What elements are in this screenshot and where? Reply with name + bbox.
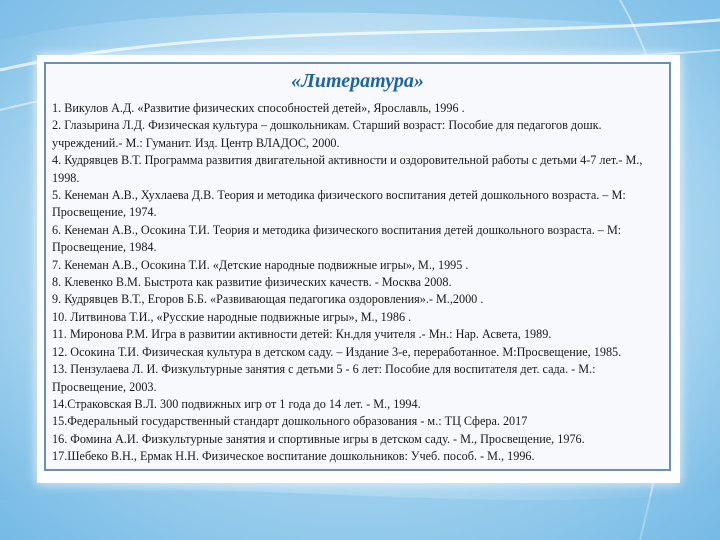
list-item: 16. Фомина А.И. Физкультурные занятия и спортивные игры в детском саду. - М., Просвещение, 1976. bbox=[52, 431, 585, 446]
list-item: 13. Пензулаева Л. И. Физкультурные занятия с детьми 5 - 6 лет: Пособие для воспитателя дет. сада. - М.: Просвещение, 2003. bbox=[52, 362, 596, 394]
references-panel bbox=[44, 62, 671, 471]
list-item: 5. Кенеман А.В., Хухлаева Д.В. Теория и методика физического воспитания детей дошкольного возраста. – М: Просвещение, 1974. bbox=[52, 188, 626, 220]
list-item: 2. Глазырина Л.Д. Физическая культура – дошкольникам. Старший возраст: Пособие для педагогов дошк. учреждений.- М.: Гуманит. Изд. Центр ВЛАДОС, 2000. bbox=[52, 118, 602, 150]
list-item: 15.Федеральный государственный стандарт дошкольного образования - м.: ТЦ Сфера. 2017 bbox=[52, 414, 528, 429]
list-item: 14.Страковская В.Л. 300 подвижных игр от 1 года до 14 лет. - М., 1994. bbox=[52, 396, 421, 411]
list-item: 17.Шебеко В.Н., Ермак Н.Н. Физическое воспитание дошкольников: Учеб. пособ. - М., 1996. bbox=[52, 449, 535, 464]
list-item: 4. Кудрявцев В.Т. Программа развития двигательной активности и оздоровительной работы с детьми 4-7 лет.- М., 1998. bbox=[52, 153, 643, 185]
list-item: 6. Кенеман А.В., Осокина Т.И. Теория и методика физического воспитания детей дошкольного возраста. – М: Просвещение, 1984. bbox=[52, 222, 622, 255]
list-item: 8. Клевенко В.М. Быстрота как развитие физических качеств. - Москва 2008. bbox=[52, 275, 452, 290]
list-item: 7. Кенеман А.В., Осокина Т.И. «Детские народные подвижные игры», М., 1995 . bbox=[52, 257, 469, 272]
reference-list bbox=[52, 100, 664, 466]
list-item: 1. Викулов А.Д. «Развитие физических способностей детей», Ярославль, 1996 . bbox=[52, 101, 465, 115]
list-item: 10. Литвинова Т.И., «Русские народные подвижные игры», М., 1986 . bbox=[52, 309, 412, 324]
list-item: 11. Миронова Р.М. Игра в развитии активности детей: Кн.для учителя .- Мн.: Нар. Асвета, 1989. bbox=[52, 327, 552, 342]
list-item: 9. Кудрявцев В.Т., Егоров Б.Б. «Развивающая педагогика оздоровления».- М.,2000 . bbox=[52, 292, 484, 307]
list-item: 12. Осокина Т.И. Физическая культура в детском саду. – Издание 3-е, переработанное. М:Просвещение, 1985. bbox=[52, 344, 622, 359]
page-title: «Литература» bbox=[291, 70, 424, 92]
